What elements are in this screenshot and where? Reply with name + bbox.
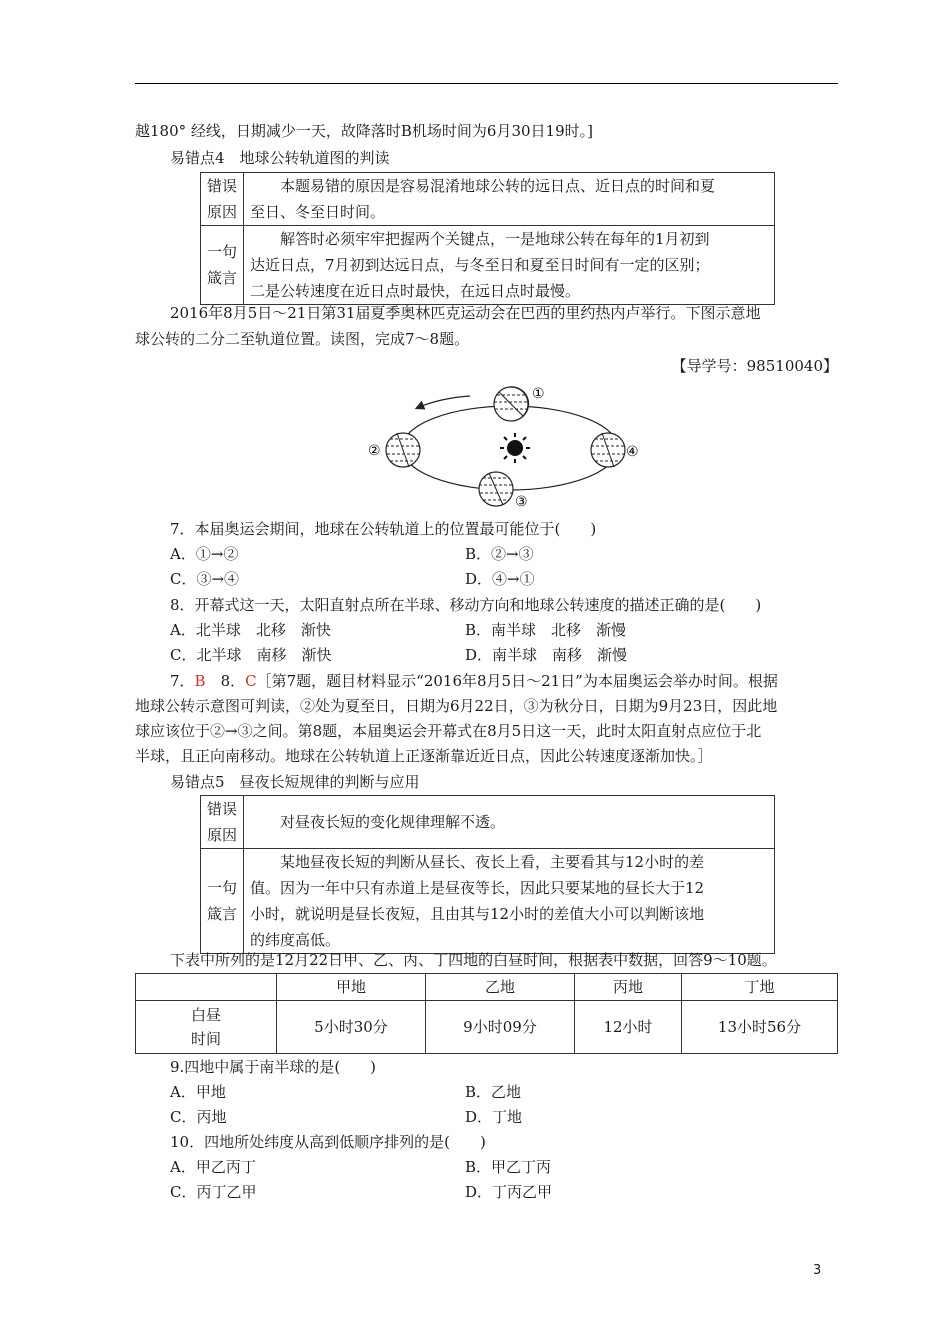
label-3: ③ bbox=[515, 494, 528, 510]
table-row bbox=[201, 173, 775, 226]
answer-7-value: B bbox=[194, 672, 206, 690]
label-4: ④ bbox=[626, 444, 639, 460]
section4-table bbox=[200, 172, 775, 305]
section5-table bbox=[200, 795, 775, 954]
intro-9-10: 下表中所列的是12月22日甲、乙、丙、丁四地的白昼时间，根据表中数据，回答9～10题。 bbox=[170, 951, 777, 969]
q7-option-b[interactable]: B．②→③ bbox=[465, 545, 534, 563]
guide-number: 【导学号：98510040】 bbox=[671, 357, 838, 375]
q9-option-a[interactable]: A．甲地 bbox=[170, 1083, 226, 1101]
content-cell: 解答时必须牢牢把握两个关键点，一是地球公转在每年的1月初到 达近日点，7月初到达远日点，与冬至日和夏至日时间有一定的区别； 二是公转速度在近日点时最快，在远日点时最慢。 bbox=[244, 226, 775, 305]
q8-option-c[interactable]: C．北半球 南移 渐快 bbox=[170, 646, 332, 664]
label-cell: 错误 原因 bbox=[201, 173, 244, 226]
content-cell: 对昼夜长短的变化规律理解不透。 bbox=[244, 796, 775, 849]
label-cell: 一句 箴言 bbox=[201, 226, 244, 305]
q9-option-d[interactable]: D．丁地 bbox=[465, 1108, 523, 1126]
intro-7-8-line1: 2016年8月5日～21日第31届夏季奥林匹克运动会在巴西的里约热内卢举行。下图示意地 bbox=[170, 304, 761, 322]
direction-arrow-icon bbox=[417, 396, 470, 408]
label-cell: 一句 箴言 bbox=[201, 849, 244, 954]
q8-stem: 8．开幕式这一天，太阳直射点所在半球、移动方向和地球公转速度的描述正确的是( ) bbox=[170, 596, 762, 614]
table-row bbox=[201, 226, 775, 305]
answer-7-8-line3: 球应该位于②→③之间。第8题，本届奥运会开幕式在8月5日这一天，此时太阳直射点应位于北 bbox=[135, 722, 762, 740]
daylight-table bbox=[135, 973, 838, 1054]
earth-icon bbox=[591, 433, 625, 467]
earth-icon bbox=[479, 472, 513, 506]
earth-icon bbox=[494, 387, 529, 421]
q10-option-c[interactable]: C．丙丁乙甲 bbox=[170, 1183, 257, 1201]
q9-stem: 9.四地中属于南半球的是( ) bbox=[170, 1058, 377, 1076]
q10-option-a[interactable]: A．甲乙丙丁 bbox=[170, 1158, 256, 1176]
answer-8-value: C bbox=[245, 672, 257, 690]
q7-option-a[interactable]: A．①→② bbox=[170, 545, 239, 563]
section5-title: 易错点5 昼夜长短规律的判断与应用 bbox=[170, 773, 420, 791]
table-row: 甲地 乙地 丙地 丁地 bbox=[136, 974, 838, 1001]
continued-answer-line: 越180° 经线，日期减少一天，故降落时B机场时间为6月30日19时。] bbox=[135, 122, 593, 140]
q8-option-b[interactable]: B．南半球 北移 渐慢 bbox=[465, 621, 627, 639]
q8-option-d[interactable]: D．南半球 南移 渐慢 bbox=[465, 646, 628, 664]
q8-option-a[interactable]: A．北半球 北移 渐快 bbox=[170, 621, 331, 639]
content-cell: 本题易错的原因是容易混淆地球公转的远日点、近日点的时间和夏 至日、冬至日时间。 bbox=[244, 173, 775, 226]
answer-7-8-line4: 半球，且正向南移动。地球在公转轨道上正逐渐靠近近日点，因此公转速度逐渐加快。］ bbox=[135, 747, 713, 765]
header-rule bbox=[135, 83, 838, 84]
content-cell: 某地昼夜长短的判断从昼长、夜长上看，主要看其与12小时的差 值。因为一年中只有赤道上是昼夜等长，因此只要某地的昼长大于12 小时，就说明是昼长夜短，且由其与12小时的差值大小可以判断该地 的纬度高低。 bbox=[244, 849, 775, 954]
q7-option-c[interactable]: C．③→④ bbox=[170, 570, 240, 588]
q10-stem: 10．四地所处纬度从高到低顺序排列的是( ) bbox=[170, 1133, 486, 1151]
label-2: ② bbox=[368, 443, 381, 459]
section4-title: 易错点4 地球公转轨道图的判读 bbox=[170, 149, 390, 167]
table-row bbox=[201, 849, 775, 954]
page-number: 3 bbox=[813, 1263, 822, 1278]
label-1: ① bbox=[532, 386, 545, 402]
q10-option-b[interactable]: B．甲乙丁丙 bbox=[465, 1158, 552, 1176]
q7-option-d[interactable]: D．④→① bbox=[465, 570, 535, 588]
label-cell: 错误 原因 bbox=[201, 796, 244, 849]
sun-icon bbox=[500, 433, 530, 463]
q10-option-d[interactable]: D．丁丙乙甲 bbox=[465, 1183, 553, 1201]
table-row: 白昼 时间 5小时30分 9小时09分 12小时 13小时56分 bbox=[136, 1001, 838, 1054]
answer-7-8-line1: 7．B 8．C［第7题，题目材料显示“2016年8月5日～21日”为本届奥运会举办时间。根据 bbox=[170, 672, 778, 690]
orbit-diagram bbox=[355, 378, 655, 510]
q9-option-b[interactable]: B．乙地 bbox=[465, 1083, 522, 1101]
intro-7-8-line2: 球公转的二分二至轨道位置。读图，完成7～8题。 bbox=[135, 330, 470, 348]
q7-stem: 7．本届奥运会期间，地球在公转轨道上的位置最可能位于( ) bbox=[170, 520, 597, 538]
earth-icon bbox=[386, 433, 420, 467]
answer-7-8-line2: 地球公转示意图可判读，②处为夏至日，日期为6月22日，③为秋分日，日期为9月23日，因此地 bbox=[135, 697, 778, 715]
table-row bbox=[201, 796, 775, 849]
q9-option-c[interactable]: C．丙地 bbox=[170, 1108, 227, 1126]
